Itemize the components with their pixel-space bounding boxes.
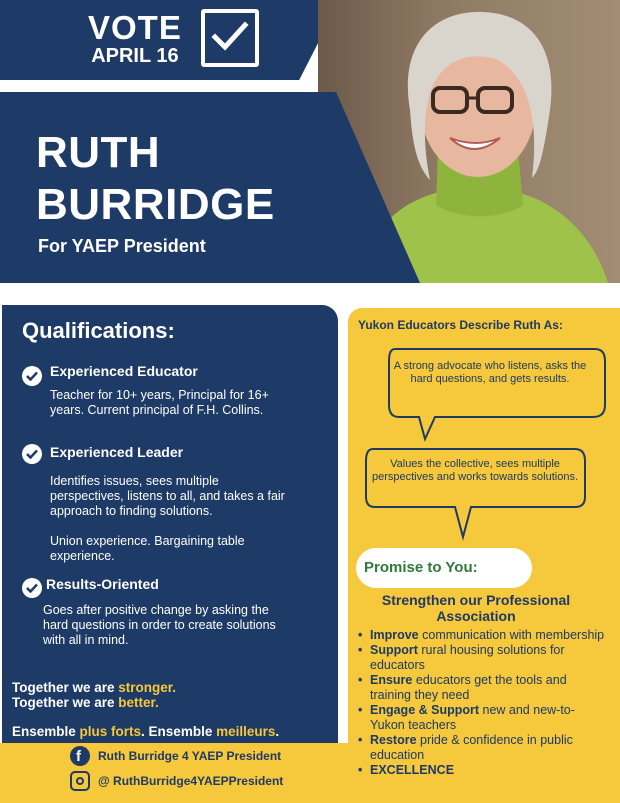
check-circle-icon <box>22 366 42 386</box>
slogan-line: Together we are better. <box>12 695 159 710</box>
candidate-last-name: BURRIDGE <box>36 180 275 229</box>
check-circle-icon <box>22 444 42 464</box>
facebook-icon: f <box>70 746 90 766</box>
list-item: • Restore pride & confidence in public education <box>358 733 608 763</box>
candidate-subtitle: For YAEP President <box>38 236 206 256</box>
candidate-first-name: RUTH <box>36 128 161 177</box>
vote-word: VOTE <box>88 9 182 46</box>
qualification-heading: Experienced Leader <box>50 444 184 460</box>
facebook-handle: Ruth Burridge 4 YAEP President <box>98 749 282 763</box>
vote-date: APRIL 16 <box>91 45 179 67</box>
qualifications-title: Qualifications: <box>22 318 175 343</box>
qualification-body: Goes after positive change by asking the hard questions in order to create solutions with all in mind. <box>43 603 276 647</box>
instagram-icon <box>70 771 90 791</box>
qualification-body-extra: Union experience. Bargaining table experience. <box>50 534 245 563</box>
instagram-handle: @ RuthBurridge4YAEPPresident <box>98 774 284 788</box>
promise-subtitle: Strengthen our Professional Association <box>381 592 571 624</box>
describe-quote: A strong advocate who listens, asks the hard questions, and gets results. <box>393 360 587 385</box>
slogan-line: Together we are stronger. <box>12 680 177 695</box>
describe-heading: Yukon Educators Describe Ruth As: <box>358 318 563 332</box>
slogan-line-french: Ensemble plus forts. Ensemble meilleurs. <box>12 724 280 739</box>
list-item: • EXCELLENCE <box>358 763 608 778</box>
vote-label <box>88 9 182 68</box>
list-item: • Improve communication with membership <box>358 628 608 643</box>
promise-title: Promise to You: <box>364 559 478 576</box>
check-circle-icon <box>22 578 42 598</box>
list-item: • Engage & Support new and new-to-Yukon teachers <box>358 703 608 733</box>
describe-quote: Values the collective, sees multiple perspectives and works towards solutions. <box>371 458 579 483</box>
list-item: • Support rural housing solutions for educators <box>358 643 608 673</box>
qualification-heading: Experienced Educator <box>50 363 198 379</box>
list-item: • Ensure educators get the tools and training they need <box>358 673 608 703</box>
checkbox-icon <box>201 9 259 67</box>
qualification-body: Identifies issues, sees multiple perspectives, listens to all, and takes a fair approach to finding solutions. <box>50 474 285 518</box>
promise-list <box>358 628 608 778</box>
qualification-body: Teacher for 10+ years, Principal for 16+ years. Current principal of F.H. Collins. <box>50 388 269 417</box>
qualification-heading: Results-Oriented <box>46 576 159 592</box>
